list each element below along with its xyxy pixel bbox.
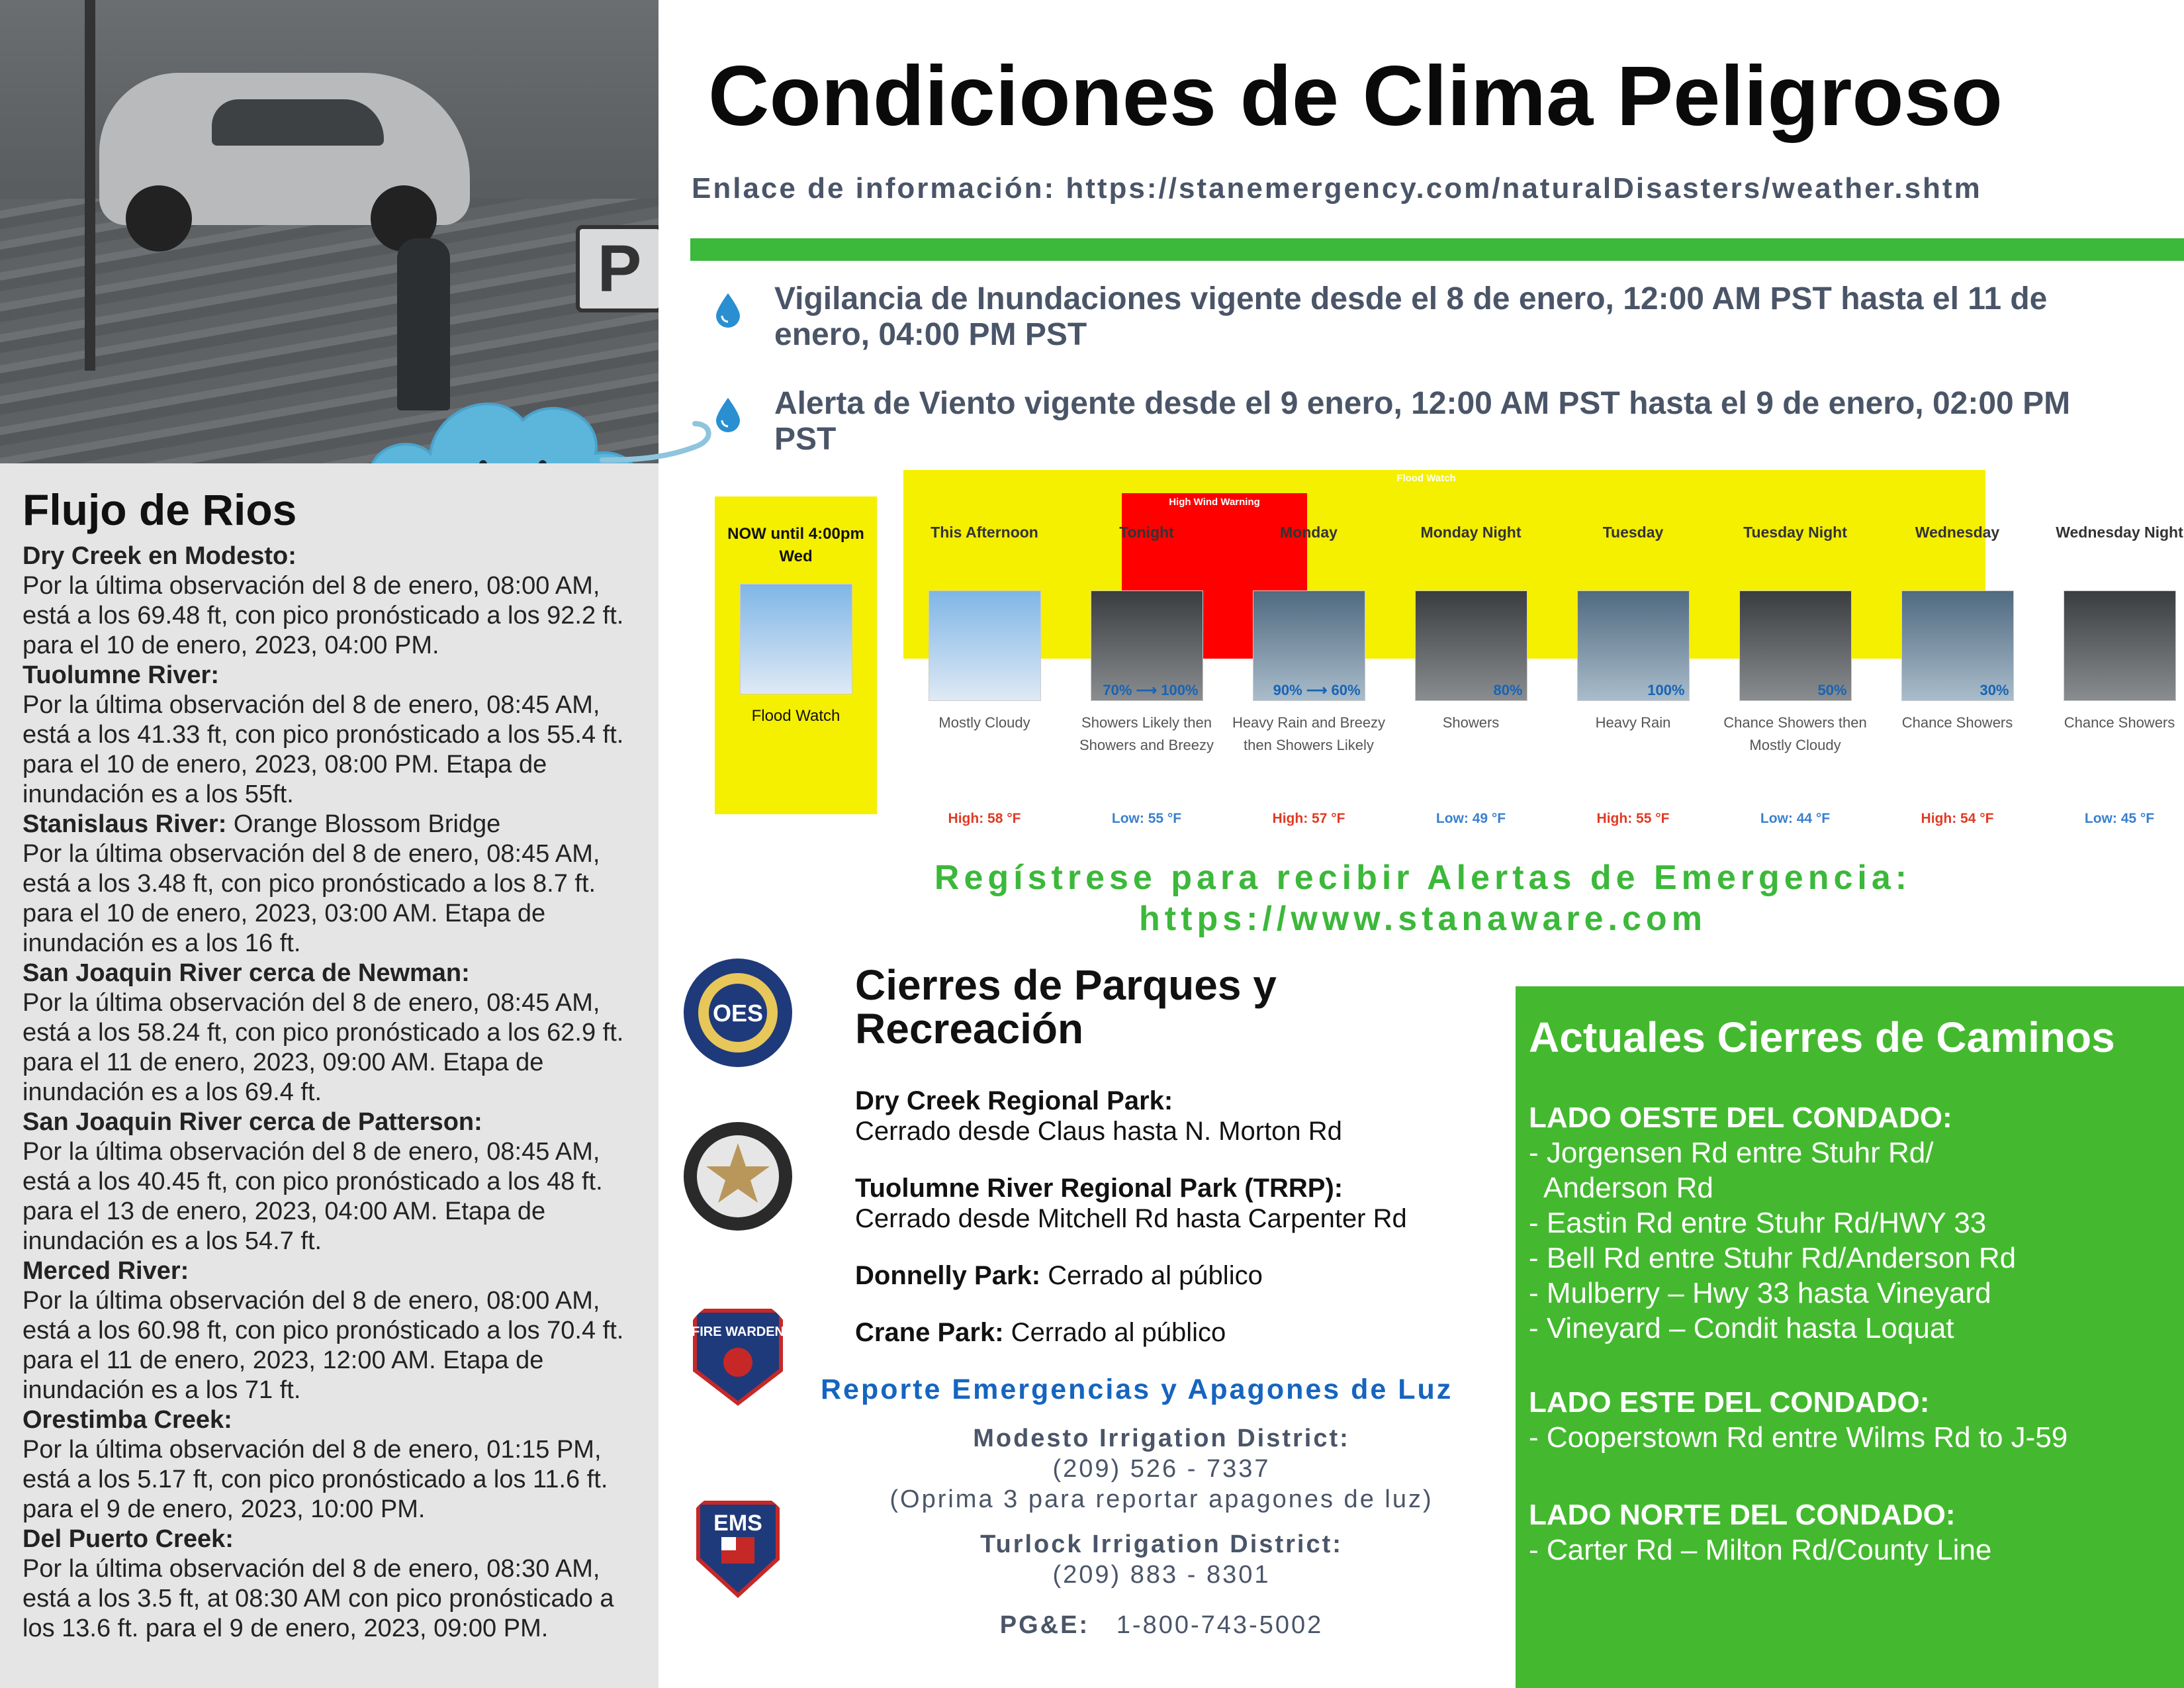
precip-chance: 90% ⟶ 60% <box>1273 682 1361 698</box>
water-drop-icon <box>715 397 741 432</box>
svg-text:OES: OES <box>712 1000 764 1027</box>
night-showers-icon <box>2064 590 2176 701</box>
street-pole <box>85 0 95 371</box>
svg-text:EMS: EMS <box>713 1511 762 1536</box>
fire-warden-badge-icon <box>682 1297 794 1410</box>
flood-watch-band-label: Flood Watch <box>1396 473 1456 484</box>
river-item <box>23 661 645 810</box>
forecast-period-name: Tonight <box>1119 524 1174 541</box>
register-text: Regístrese para recibir Alertas de Emergencia: <box>934 859 1912 897</box>
report-title: Reporte Emergencias y Apagones de Luz <box>821 1374 1453 1405</box>
forecast-period-name: Wednesday Night <box>2056 524 2183 541</box>
precip-chance: 30% <box>1979 682 2009 698</box>
forecast-temp: High: 57 °F <box>1272 811 1345 826</box>
heavy-rain-icon <box>1253 590 1365 701</box>
forecast-period-name: Wednesday <box>1915 524 2000 541</box>
water-drop-icon <box>715 292 741 328</box>
pge-contact: PG&E: 1-800-743-5002 <box>999 1611 1324 1639</box>
oes-seal-icon <box>682 957 794 1069</box>
forecast-short: Showers <box>1442 714 1500 731</box>
forecast-period <box>1390 522 1552 827</box>
forecast-period <box>1552 522 1714 827</box>
river-name: Dry Creek en Modesto: <box>23 542 296 570</box>
forecast-period-name: Monday Night <box>1420 524 1522 541</box>
forecast-short: Chance Showers <box>1901 714 2013 731</box>
forecast-period <box>1876 522 2038 827</box>
river-list <box>23 541 645 1644</box>
register-alerts <box>761 857 2085 939</box>
forecast-short: Chance Showers then Mostly Cloudy <box>1723 714 1867 753</box>
forecast-temp: High: 54 °F <box>1921 811 1994 826</box>
night-showers-icon <box>1739 590 1852 701</box>
river-item <box>23 1524 645 1644</box>
high-wind-label: High Wind Warning <box>1169 496 1260 508</box>
svg-text:FIRE WARDEN: FIRE WARDEN <box>692 1325 784 1339</box>
park-item: Dry Creek Regional Park: Cerrado desde Claus hasta N. Morton Rd <box>855 1086 1342 1146</box>
river-item <box>23 541 645 661</box>
rain-icon <box>1415 590 1527 701</box>
info-link[interactable]: Enlace de información: https://stanemergency.com/naturalDisasters/weather.shtm <box>692 172 1982 205</box>
river-item <box>23 1256 645 1405</box>
river-observation: Por la última observación del 8 de enero, 01:15 PM, está a los 5.17 ft, con pico pronósticado a los 11.6 ft. para el 9 de enero, 2023, 10:00 PM. <box>23 1436 608 1523</box>
river-observation: Por la última observación del 8 de enero, 08:30 AM, está a los 3.5 ft, at 08:30 AM con pico pronósticado a los 13.6 ft. para el 9 de enero, 2023, 09:00 PM. <box>23 1555 614 1642</box>
river-item <box>23 1405 645 1524</box>
parks-title: Cierres de Parques y Recreación <box>855 961 1277 1053</box>
forecast-short: Showers Likely then Showers and Breezy <box>1079 714 1214 753</box>
river-flow-title: Flujo de Rios <box>23 485 297 534</box>
forecast-temp: Low: 49 °F <box>1435 811 1506 826</box>
sheriff-seal-icon <box>682 1120 794 1233</box>
forecast-temp: High: 58 °F <box>948 811 1021 826</box>
river-name: San Joaquin River cerca de Patterson: <box>23 1108 482 1136</box>
stanaware-link[interactable]: https://www.stanaware.com <box>1139 900 1707 938</box>
river-item <box>23 1107 645 1256</box>
river-name: Orestimba Creek: <box>23 1406 232 1434</box>
forecast-short: Chance Showers <box>2064 714 2175 731</box>
heavy-rain-icon <box>1577 590 1690 701</box>
tid-contact: Turlock Irrigation District: (209) 883 - 8301 <box>980 1530 1343 1589</box>
forecast-period <box>1066 522 1228 827</box>
flood-watch-alert: Vigilancia de Inundaciones vigente desde el 8 de enero, 12:00 AM PST hasta el 11 de enero, 04:00 PM PST <box>715 281 2131 353</box>
forecast-period-name: Tuesday <box>1602 524 1664 541</box>
forecast-period <box>1228 522 1390 827</box>
forecast-period-name: Monday <box>1280 524 1338 541</box>
road-section-west: LADO OESTE DEL CONDADO: - Jorgensen Rd entre Stuhr Rd/ Anderson Rd - Eastin Rd entre Stuhr Rd/HWY 33 - Bell Rd entre Stuhr Rd/Anderson Rd - Mulberry – Hwy 33 hasta Vineyard - Vineyard – Condit hasta Loquat <box>1529 1102 2017 1344</box>
road-closures-title: Actuales Cierres de Caminos <box>1529 1013 2115 1061</box>
mid-contact: Modesto Irrigation District: (209) 526 - 7337 (Oprima 3 para reportar apagones de luz) <box>889 1425 1433 1513</box>
weather-forecast <box>715 470 2183 847</box>
forecast-period-name: Tuesday Night <box>1743 524 1847 541</box>
river-name: Stanislaus River: Orange Blossom Bridge <box>23 810 501 838</box>
now-period: NOW until 4:00pm Wed <box>727 525 864 565</box>
now-short: Flood Watch <box>751 707 841 725</box>
precip-chance: 80% <box>1493 682 1523 698</box>
pge-phone[interactable]: 1-800-743-5002 <box>1116 1611 1324 1639</box>
park-item: Crane Park: Cerrado al público <box>855 1318 1226 1347</box>
forecast-temp: Low: 44 °F <box>1760 811 1831 826</box>
river-name: Merced River: <box>23 1257 189 1285</box>
showers-icon <box>1901 590 2014 701</box>
page-title: Condiciones de Clima Peligroso <box>708 49 2003 144</box>
river-observation: Por la última observación del 8 de enero, 08:45 AM, está a los 40.45 ft, con pico pronósticado a los 48 ft. para el 13 de enero, 2023, 04:00 AM. Etapa de inundación es a los 54.7 ft. <box>23 1138 603 1255</box>
river-name: San Joaquin River cerca de Newman: <box>23 959 470 987</box>
forecast-period <box>2038 522 2184 827</box>
river-observation: Por la última observación del 8 de enero, 08:45 AM, está a los 3.48 ft, con pico pronósticado a los 8.7 ft. para el 10 de enero, 2023, 03:00 AM. Etapa de inundación es a los 16 ft. <box>23 840 600 957</box>
river-name: Del Puerto Creek: <box>23 1525 234 1553</box>
forecast-temp: High: 55 °F <box>1596 811 1670 826</box>
river-item <box>23 810 645 959</box>
road-section-east: LADO ESTE DEL CONDADO: - Cooperstown Rd entre Wilms Rd to J-59 <box>1529 1386 2068 1454</box>
forecast-short: Mostly Cloudy <box>938 714 1030 731</box>
wind-alert: Alerta de Viento vigente desde el 9 enero, 12:00 AM PST hasta el 9 de enero, 02:00 PM PST <box>715 386 2131 457</box>
river-observation: Por la última observación del 8 de enero, 08:00 AM, está a los 60.98 ft, con pico pronósticado a los 70.4 ft. para el 11 de enero, 2023, 12:00 AM. Etapa de inundación es a los 71 ft. <box>23 1287 624 1404</box>
river-observation: Por la última observación del 8 de enero, 08:00 AM, está a los 69.48 ft, con pico pronósticado a los 92.2 ft. para el 10 de enero, 2023, 04:00 PM. <box>23 572 624 659</box>
forecast-period <box>1714 522 1876 827</box>
park-item: Donnelly Park: Cerrado al público <box>855 1261 1263 1290</box>
river-item <box>23 959 645 1107</box>
tid-phone[interactable]: (209) 883 - 8301 <box>1052 1561 1271 1589</box>
partly-cloudy-icon <box>929 590 1041 701</box>
parking-sign-icon: P <box>576 225 659 312</box>
river-name: Tuolumne River: <box>23 661 219 689</box>
forecast-short: Heavy Rain <box>1595 714 1671 731</box>
park-item: Tuolumne River Regional Park (TRRP): Cerrado desde Mitchell Rd hasta Carpenter Rd <box>855 1174 1407 1233</box>
forecast-period <box>903 522 1066 827</box>
precip-chance: 70% ⟶ 100% <box>1103 682 1199 698</box>
forecast-short: Heavy Rain and Breezy then Showers Likely <box>1232 714 1386 753</box>
river-observation: Por la última observación del 8 de enero, 08:45 AM, está a los 58.24 ft, con pico pronósticado a los 62.9 ft. para el 11 de enero, 2023, 09:00 AM. Etapa de inundación es a los 69.4 ft. <box>23 989 624 1106</box>
forecast-period-name: This Afternoon <box>931 524 1038 541</box>
precip-chance: 100% <box>1647 682 1685 698</box>
partly-cloudy-icon <box>740 584 852 694</box>
road-section-north: LADO NORTE DEL CONDADO: - Carter Rd – Milton Rd/County Line <box>1529 1499 1992 1566</box>
rain-icon <box>1091 590 1203 701</box>
divider-bar <box>690 238 2184 261</box>
precip-chance: 50% <box>1817 682 1847 698</box>
mid-phone[interactable]: (209) 526 - 7337 <box>1052 1455 1271 1483</box>
forecast-temp: Low: 45 °F <box>2084 811 2155 826</box>
ems-badge-icon <box>682 1489 794 1602</box>
forecast-temp: Low: 55 °F <box>1111 811 1182 826</box>
river-observation: Por la última observación del 8 de enero, 08:45 AM, está a los 41.33 ft, con pico pronósticado a los 55.4 ft. para el 10 de enero, 2023, 08:00 PM. Etapa de inundación es a los 55ft. <box>23 691 624 808</box>
